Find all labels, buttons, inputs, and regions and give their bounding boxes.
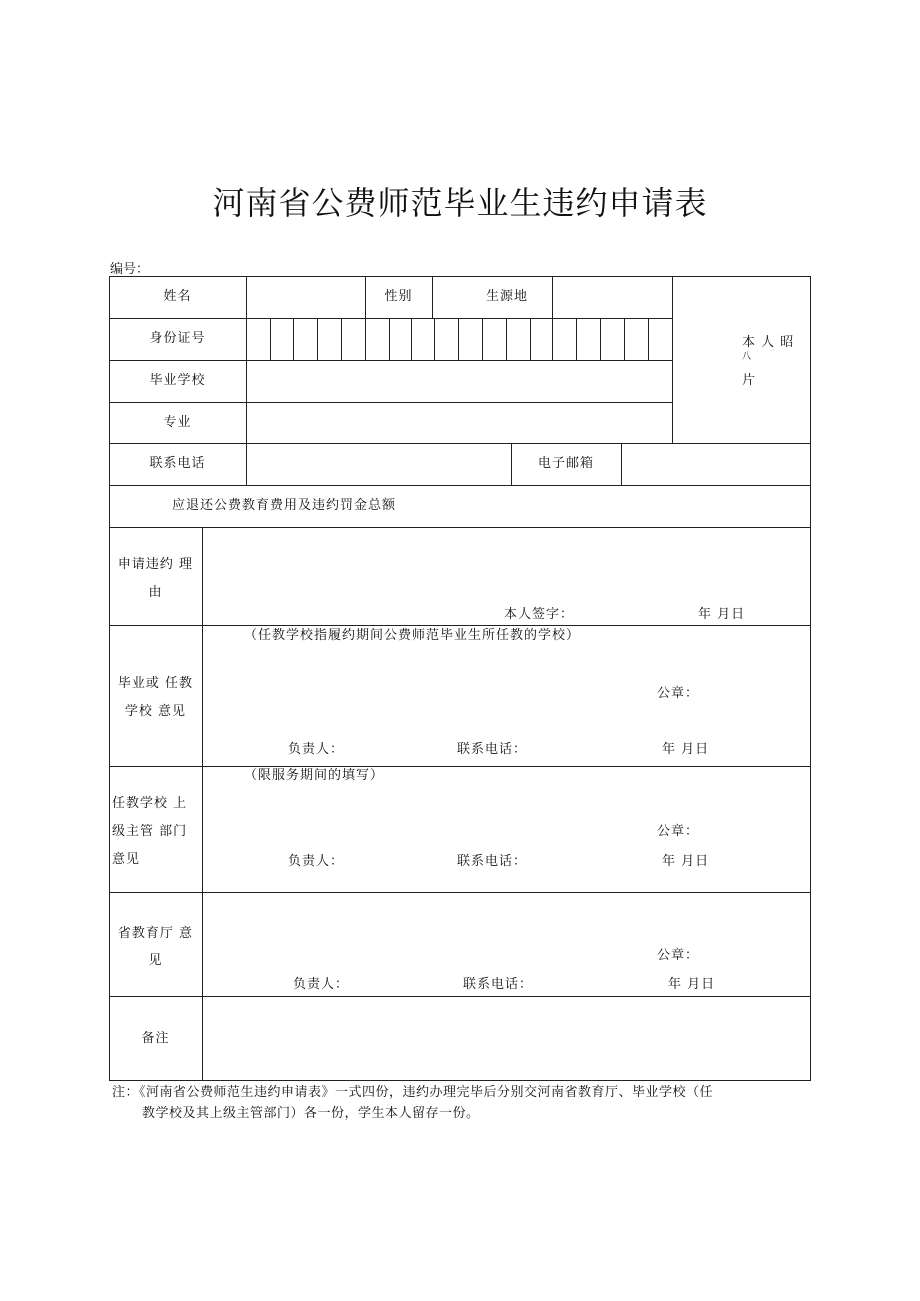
email-label: 电子邮箱 [537,456,594,471]
province-date: 年 月日 [668,977,716,992]
superior-date: 年 月日 [662,854,710,869]
phone-label: 联系电话 [149,456,206,471]
grad-school-date: 年 月日 [662,742,710,757]
gender-label: 性别 [384,289,413,304]
footnote [112,1082,812,1124]
footnote-line1: 注：《河南省公费师范生违约申请表》一式四份，违约办理完毕后分别交河南省教育厅、毕业学校（任 [112,1085,714,1100]
grad-school-label-line2: 学校 意见 [124,704,187,719]
grad-school-note: （任教学校指履约期间公费师范毕业生所任教的学校） [244,628,581,643]
origin-field[interactable] [554,280,670,316]
province-label-line1: 省教育厅 意 [117,926,194,941]
grad-school-phone: 联系电话： [457,742,528,757]
superior-phone: 联系电话： [457,854,528,869]
total-fee-label: 应退还公费教育费用及违约罚金总额 [172,498,397,513]
footnote-line2: 教学校及其上级主管部门）各一份，学生本人留存一份。 [142,1106,480,1121]
remarks-field[interactable] [204,999,808,1078]
grad-school-responsible: 负责人： [288,742,345,757]
reason-label-line1: 申请违约 理 [117,557,194,572]
id-number-field[interactable] [248,321,670,359]
superior-note: （限服务期间的填写） [244,768,385,783]
serial-number-label: 编号： [110,262,150,277]
reason-signature-label: 本人签字： [504,607,575,622]
id-number-label: 身份证号 [149,331,206,346]
email-field[interactable] [623,446,809,484]
remarks-label: 备注 [141,1031,170,1046]
school-field[interactable] [248,363,670,401]
superior-label-line2: 级主管 部门 [112,824,188,839]
phone-field[interactable] [248,446,510,484]
superior-label-line3: 意见 [112,852,141,867]
page-title: 河南省公费师范毕业生违约申请表 [212,184,708,222]
school-label: 毕业学校 [149,373,206,388]
photo-label-mark: 八 [742,352,753,362]
photo-label-line2: 片 [742,373,757,388]
superior-label-line1: 任教学校 上 [112,796,188,811]
grad-school-seal: 公章： [657,686,700,701]
major-label: 专业 [163,415,192,430]
gender-field[interactable] [434,280,474,316]
reason-date: 年 月日 [698,607,746,622]
grad-school-label-line1: 毕业或 任教 [117,676,194,691]
reason-label-line2: 由 [148,585,163,600]
photo-label-line1: 本 人 昭 [742,335,795,350]
province-seal: 公章： [657,948,700,963]
major-field[interactable] [248,405,670,441]
superior-responsible: 负责人： [288,854,345,869]
origin-label: 生源地 [485,289,528,304]
superior-seal: 公章： [657,824,700,839]
province-phone: 联系电话： [463,977,534,992]
province-label-line2: 见 [148,953,163,968]
name-label: 姓名 [163,289,192,304]
province-responsible: 负责人： [293,977,350,992]
name-field[interactable] [248,280,364,316]
